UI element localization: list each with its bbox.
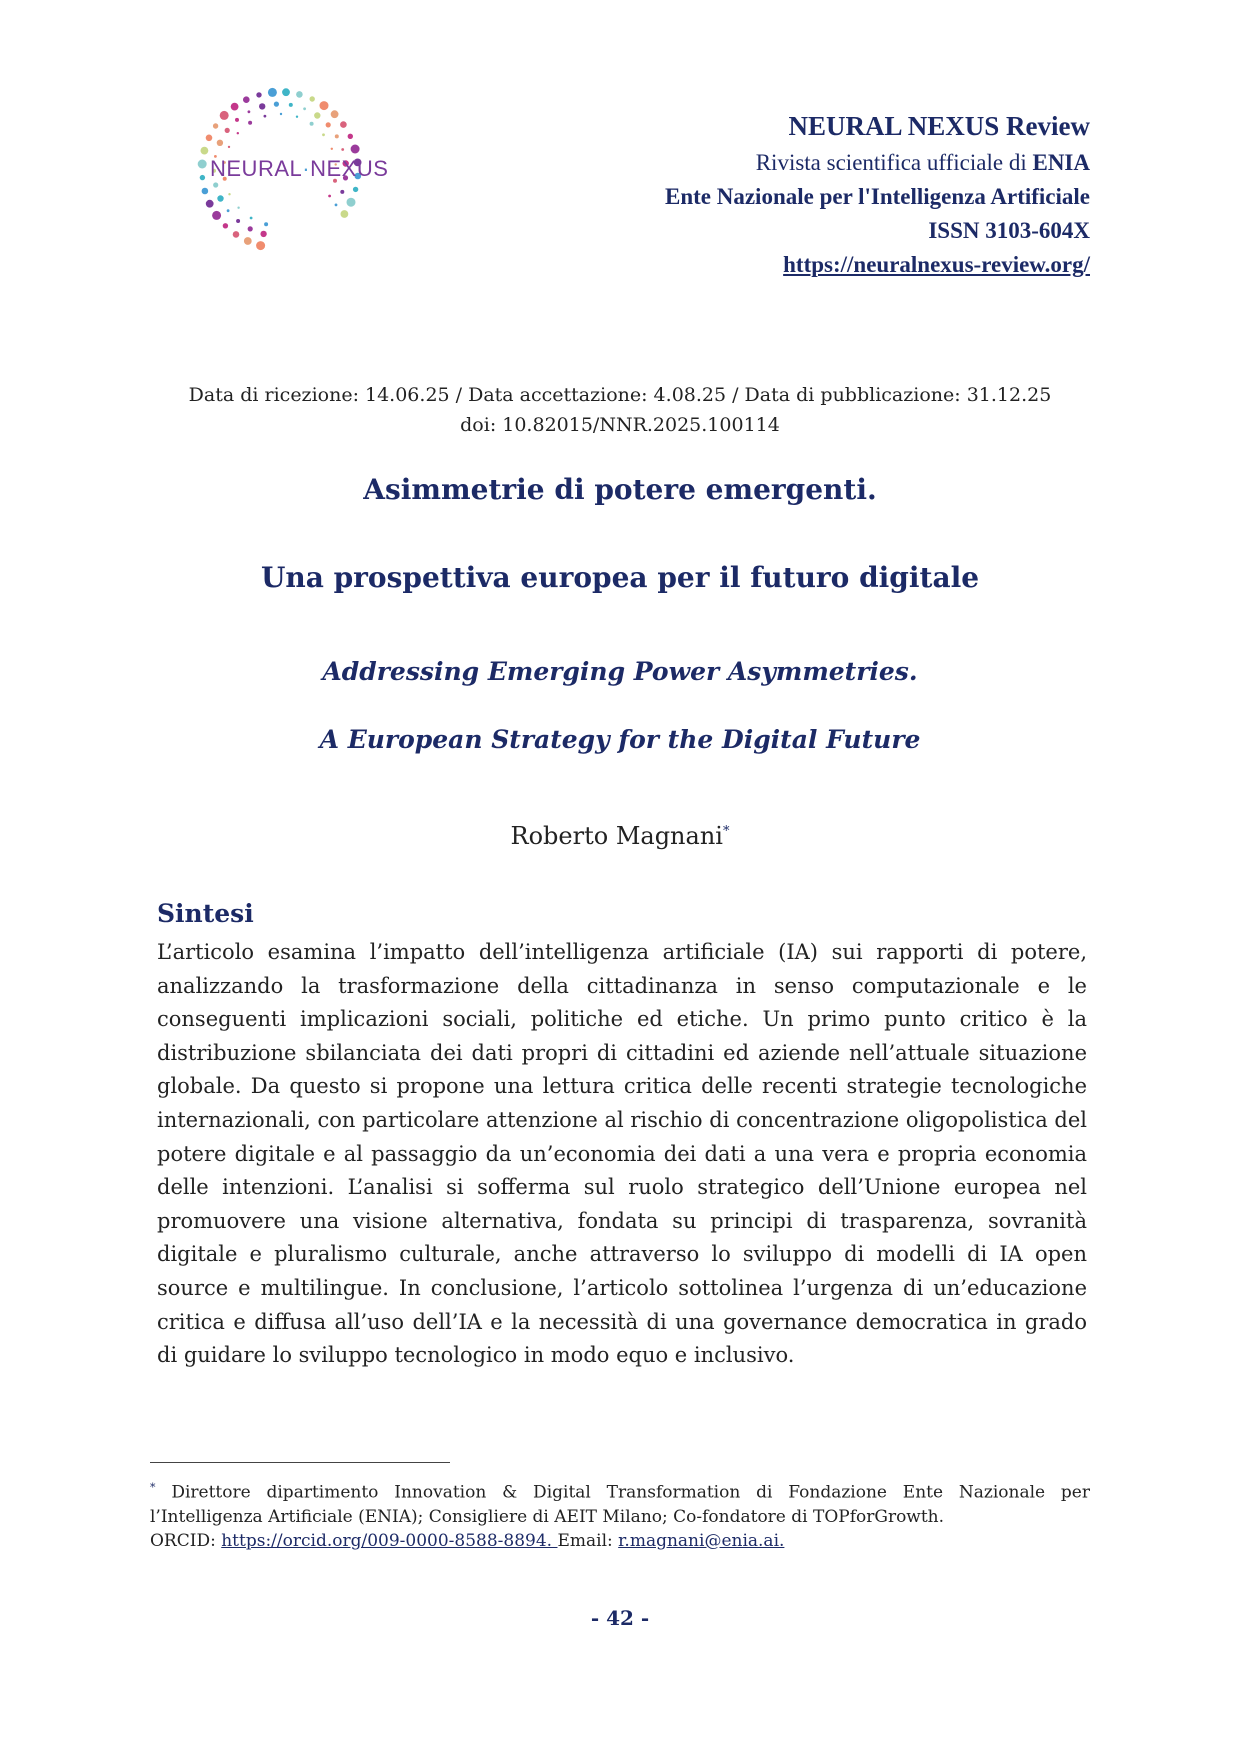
journal-entity: Ente Nazionale per l'Intelligenza Artificiale: [664, 184, 1090, 209]
journal-subtitle: Rivista scientifica ufficiale di ENIA: [755, 150, 1090, 175]
abstract-section: [157, 896, 1087, 1373]
logo-dot: [353, 187, 358, 192]
logo-dot: [243, 96, 250, 103]
journal-name: NEURAL NEXUS Review: [788, 111, 1090, 141]
logo-dot: [335, 134, 339, 138]
logo-dot: [268, 88, 277, 97]
logo-dot: [244, 237, 252, 245]
dates-line: Data di ricezione: 14.06.25 / Data accettazione: 4.08.25 / Data di pubblicazione: 31.12.25: [188, 384, 1052, 406]
author-footnote-mark[interactable]: *: [722, 824, 730, 839]
logo-dot: [264, 222, 268, 226]
footnote: [150, 1476, 1090, 1553]
title-english-line1: Addressing Emerging Power Asymmetries.: [322, 657, 918, 686]
logo-dot-ring: [160, 78, 400, 268]
journal-url-link[interactable]: https://neuralnexus-review.org/: [783, 252, 1090, 277]
logo-dot: [328, 195, 331, 198]
page-number: - 42 -: [590, 1606, 650, 1630]
logo-dot: [228, 146, 230, 148]
article-dates: [0, 380, 1240, 440]
email-link[interactable]: r.magnani@enia.ai.: [618, 1530, 785, 1551]
logo-dot: [260, 231, 266, 237]
logo-dot: [201, 147, 209, 155]
logo-dot: [340, 190, 344, 194]
logo-dot: [212, 211, 221, 220]
logo-dot: [217, 195, 223, 201]
title-italian-line1: Asimmetrie di potere emergenti.: [363, 473, 877, 506]
logo-text-right: NEXUS: [310, 156, 389, 181]
logo-dot: [256, 241, 265, 250]
logo-dot: [320, 101, 329, 110]
logo-dot: [227, 209, 230, 212]
logo-dot: [274, 102, 279, 107]
title-block: [0, 470, 1240, 760]
logo-dot: [248, 121, 252, 125]
logo-dot: [289, 103, 293, 107]
logo-dot: [236, 219, 240, 223]
orcid-link[interactable]: https://orcid.org/009-0000-8588-8894.: [221, 1530, 558, 1551]
logo-dot: [296, 116, 298, 118]
logo-dot: [256, 92, 261, 97]
email-label: Email:: [557, 1530, 619, 1551]
logo-dot: [220, 111, 229, 120]
logo-dot: [348, 134, 353, 139]
logo-dot: [248, 110, 251, 113]
logo-text-left: NEURAL: [210, 156, 303, 181]
logo-dot: [351, 145, 360, 154]
logo-dot: [206, 135, 213, 142]
logo-dot: [231, 103, 239, 111]
logo-dot: [200, 175, 205, 180]
logo-dot: [303, 107, 306, 110]
logo-dot: [335, 204, 338, 207]
logo-dot: [225, 128, 230, 133]
footnote-mark: *: [150, 1481, 156, 1494]
logo-dot: [322, 133, 325, 136]
logo-dot: [228, 193, 230, 195]
footnote-rule: [150, 1462, 450, 1463]
logo-dot: [341, 148, 344, 151]
logo-dot: [264, 115, 267, 118]
logo-dot: [259, 103, 265, 109]
logo-dot: [223, 223, 228, 228]
footnote-text: Direttore dipartimento Innovation & Digital Transformation di Fondazione Ente Nazionale per l’Intelligenza Artificiale (ENIA); Consigliere di AEIT Milano; Co-fondatore di TOPforGrowth.: [150, 1482, 1090, 1527]
logo-dot: [314, 112, 320, 118]
logo-dot: [296, 91, 303, 98]
logo-dot: [213, 123, 218, 128]
doi-line: doi: 10.82015/NNR.2025.100114: [460, 414, 780, 436]
logo-dot: [233, 231, 240, 238]
logo-dot: [217, 140, 223, 146]
logo-dot: [341, 210, 349, 218]
title-english-line2: A European Strategy for the Digital Future: [319, 725, 921, 754]
logo-dot: [198, 160, 207, 169]
abstract-heading: Sintesi: [157, 899, 254, 928]
logo-dot: [250, 217, 253, 220]
logo-dot: [237, 132, 239, 134]
logo-dot: [235, 118, 239, 122]
logo-dot: [202, 188, 209, 195]
logo-dot: [206, 200, 214, 208]
journal-header: [665, 106, 1090, 282]
logo-dot: [326, 122, 331, 127]
logo-dot: [213, 182, 218, 187]
svg-text:NEURAL·NEXUS: NEURAL·NEXUS: [210, 156, 389, 181]
logo-dot: [310, 96, 315, 101]
author: [0, 822, 1240, 850]
logo-dot: [331, 148, 333, 150]
author-name: Roberto Magnani: [510, 822, 723, 850]
orcid-label: ORCID:: [150, 1530, 222, 1551]
logo-dot: [340, 121, 347, 128]
journal-logo: [160, 78, 400, 268]
logo-dot: [280, 113, 282, 115]
journal-issn: ISSN 3103-604X: [928, 218, 1090, 243]
logo-dot: [347, 198, 356, 207]
logo-dot: [237, 207, 239, 209]
logo-dot: [248, 226, 253, 231]
abstract-text: L’articolo esamina l’impatto dell’intelligenza artificiale (IA) sui rapporti di potere, analizzando la trasformazione della cittadinanza in senso computazionale e le conseguenti implicazioni sociali, politiche ed etiche. Un primo punto critico è la distribuzione sbilanciata dei dati propri di cittadini ed aziende nell’attuale situazione globale. Da questo si propone una lettura critica delle recenti strategie tecnologiche internazionali, con particolare attenzione al rischio di concentrazione oligopolistica del potere digitale e al passaggio da un’economia dei dati a una vera e propria economia delle intenzioni. L’analisi si sofferma sul ruolo strategico dell’Unione europea nel promuovere una visione alternativa, fondata su principi di trasparenza, sovranità digitale e pluralismo culturale, anche attraverso lo sviluppo di modelli di IA open source e multilingue. In conclusione, l’articolo sottolinea l’urgenza di un’educazione critica e diffusa all’uso dell’IA e la necessità di una governance democratica in grado di guidare lo sviluppo tecnologico in modo equo e inclusivo.: [157, 940, 1087, 1368]
title-italian-line2: Una prospettiva europea per il futuro digitale: [260, 561, 980, 594]
logo-dot: [331, 110, 339, 118]
logo-dot: [310, 122, 314, 126]
logo-dot: [282, 88, 290, 96]
